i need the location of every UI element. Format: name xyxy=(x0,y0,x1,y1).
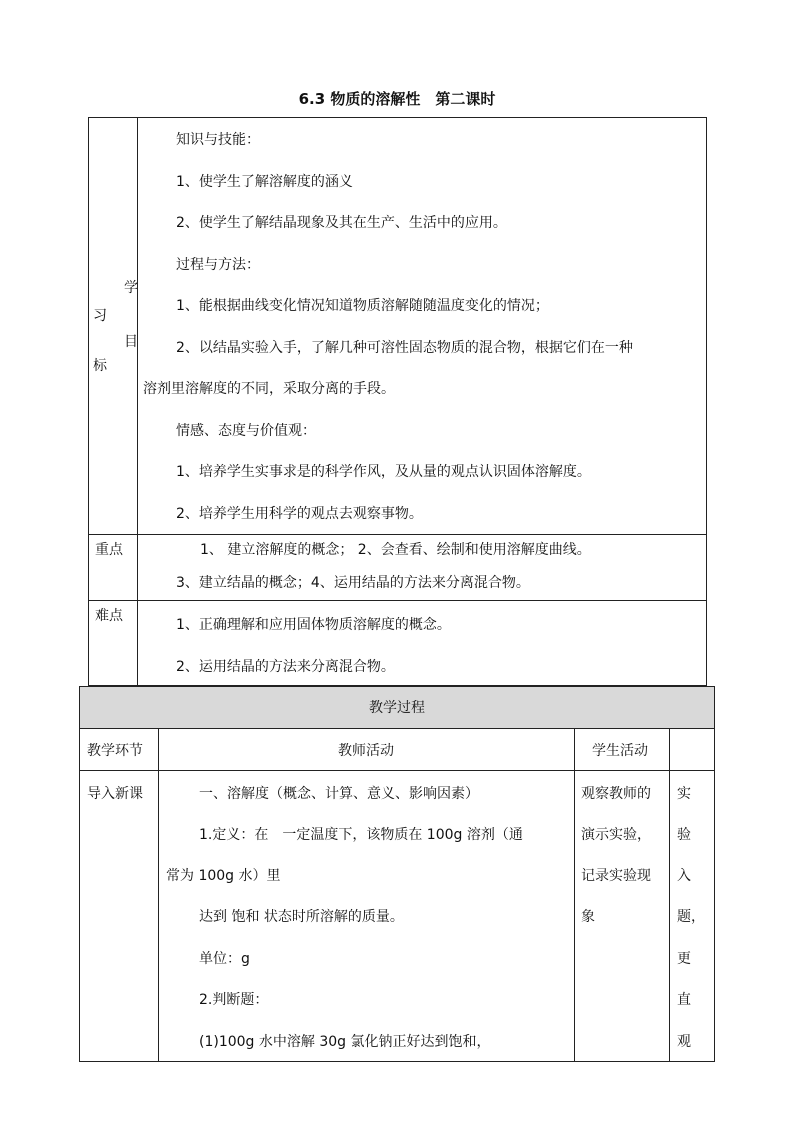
objective-line: 2、培养学生用科学的观点去观察事物。 xyxy=(176,506,423,522)
process-heading: 教学过程 xyxy=(369,700,425,716)
difficulty-line: 2、运用结晶的方法来分离混合物。 xyxy=(176,659,395,675)
objective-line: 情感、态度与价值观： xyxy=(176,423,316,439)
student-line: 象 xyxy=(581,909,595,925)
objectives-label-char: 目 xyxy=(124,334,138,350)
difficulties-label: 难点 xyxy=(95,608,123,624)
objective-line: 知识与技能： xyxy=(176,132,260,148)
student-line: 记录实验现 xyxy=(581,868,651,884)
teacher-line: 2.判断题： xyxy=(199,992,269,1008)
objective-line: 溶剂里溶解度的不同，采取分离的手段。 xyxy=(143,381,395,397)
student-line: 观察教师的 xyxy=(581,786,651,802)
teacher-line: 1.定义：在 一定温度下，该物质在 100g 溶剂（通 xyxy=(199,827,523,843)
objective-line: 1、能根据曲线变化情况知道物质溶解随随温度变化的情况； xyxy=(176,298,549,314)
remark-char: 直 xyxy=(677,992,691,1008)
stage-name: 导入新课 xyxy=(87,786,143,802)
key-points-label: 重点 xyxy=(95,542,123,558)
difficulty-line: 1、正确理解和应用固体物质溶解度的概念。 xyxy=(176,617,451,633)
objective-line: 1、培养学生实事求是的科学作风，及从量的观点认识固体溶解度。 xyxy=(176,464,591,480)
teacher-line: 常为 100g 水）里 xyxy=(166,868,281,884)
remark-char: 入 xyxy=(677,868,691,884)
remark-char: 观 xyxy=(677,1034,691,1050)
key-point-line: 3、建立结晶的概念；4、运用结晶的方法来分离混合物。 xyxy=(176,575,530,591)
remark-char: 实 xyxy=(677,786,691,802)
remark-char: 题， xyxy=(677,909,705,925)
teacher-line: 达到 饱和 状态时所溶解的质量。 xyxy=(199,909,404,925)
objectives-label-char: 习 xyxy=(93,308,107,324)
remark-char: 验 xyxy=(677,827,691,843)
objectives-label-char: 标 xyxy=(93,358,107,374)
student-line: 演示实验， xyxy=(581,827,651,843)
objective-line: 2、使学生了解结晶现象及其在生产、生活中的应用。 xyxy=(176,215,507,231)
document-title: 6.3 物质的溶解性 第二课时 xyxy=(298,90,496,108)
objective-line: 2、以结晶实验入手，了解几种可溶性固态物质的混合物，根据它们在一种 xyxy=(176,340,633,356)
teacher-line: (1)100g 水中溶解 30g 氯化钠正好达到饱和， xyxy=(199,1034,491,1050)
objective-line: 过程与方法： xyxy=(176,257,260,273)
column-header-student: 学生活动 xyxy=(592,743,648,759)
teacher-line: 一、溶解度（概念、计算、意义、影响因素） xyxy=(199,786,479,802)
remark-char: 更 xyxy=(677,951,691,967)
column-header-stage: 教学环节 xyxy=(87,743,143,759)
key-point-line: 1、 建立溶解度的概念； 2、会查看、绘制和使用溶解度曲线。 xyxy=(200,542,591,558)
teacher-line: 单位：g xyxy=(199,951,250,967)
objectives-label-char: 学 xyxy=(124,280,138,296)
column-header-teacher: 教师活动 xyxy=(338,743,394,759)
objective-line: 1、使学生了解溶解度的涵义 xyxy=(176,174,353,190)
